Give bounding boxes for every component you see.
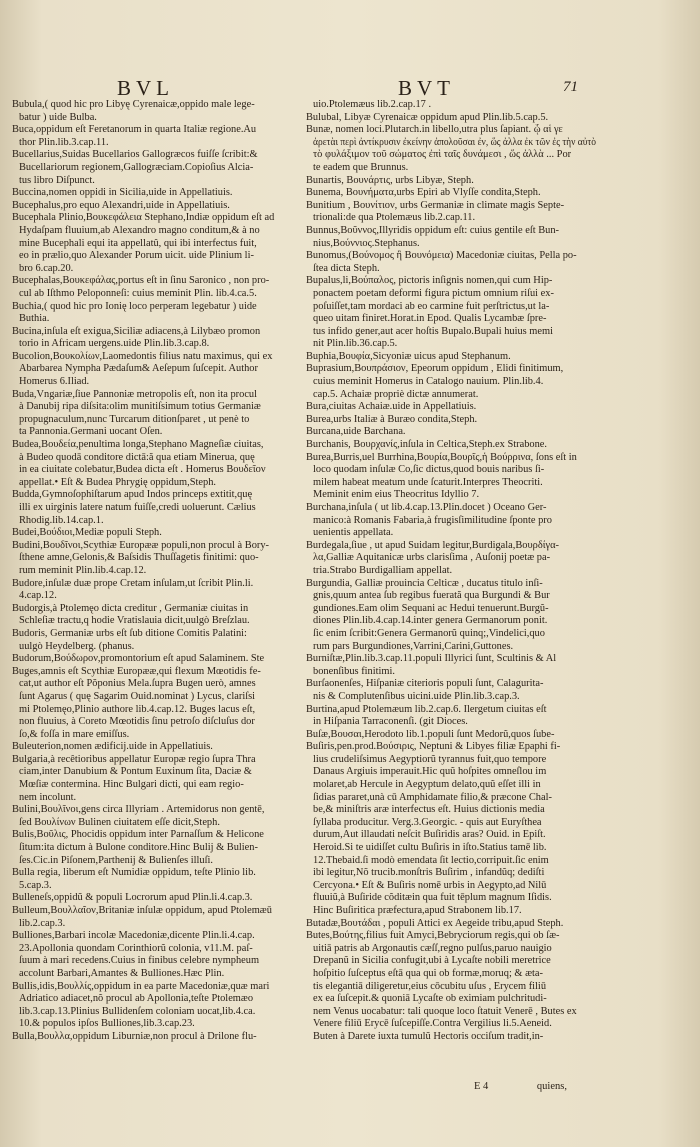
text-line: nis & Complutenſibus uicini.uide Plin.lib.3.cap.3. [313, 690, 520, 702]
left-column [12, 99, 302, 1044]
text-line: Mœſiæ contermina. Hinc Bulgari dicti, qui eam regio- [19, 779, 244, 791]
text-line: Venere filiū Erycē ſuſcepiſſe.Contra Vergilius li.5.Aeneid. [313, 1018, 552, 1030]
text-line: trionali:de qua Ptolemæus lib.2.cap.11. [313, 212, 476, 224]
running-header [0, 76, 700, 100]
text-line: Buges,amnis eſt Scythiæ Europææ,qui flexum Mœotidis fe- [12, 665, 261, 677]
text-line: in ea ciuitate colebatur,Budea dicta eſt . Homerus Βουδεῖον [19, 464, 266, 476]
text-line: Bulini,Βουλῖνοι,gens circa Illyriam . Artemidorus non gentē, [12, 804, 265, 816]
text-line: Burea,urbs Italiæ à Buræo condita,Steph. [306, 413, 478, 425]
text-line: Bunitium , Βουνίτιον, urbs Germaniæ in climate magis Septe- [306, 199, 565, 211]
text-line: Abarbarea Nympha Pædaſum& Aeſepum ſuſcepit. Author [19, 363, 258, 375]
text-line: milem habeat meatum unde ſcaturit.Interpres Theocriti. [313, 476, 543, 488]
text-line: hoſpitio ſuſceptus eſtā qua qui ob formæ,moruq; & æta- [313, 967, 544, 979]
text-line: Bulgaria,à recêtioribus appellatur Europæ regio ſupra Thra [12, 753, 256, 765]
text-line: ſtea dicta Steph. [313, 262, 380, 274]
text-line: Bunomus,(Βούνομος ἢ Βουνόμεια) Macedoniæ ciuitas, Pella po- [306, 250, 577, 262]
text-line: bonenſibus finitimi. [313, 665, 395, 677]
text-line: Burtina,apud Ptolemæum lib.2.cap.6. Ilergetum ciuitas eſt [306, 703, 547, 715]
text-line: 12.Thebaid.ſi modò emendata ſit lectio,corripuit.ſic enim [313, 854, 549, 866]
text-line: ſuum à mari recedens.Cuius in finibus celebre nympheum [19, 955, 260, 967]
text-line: ἀρετὰι περὶ ἀντίκρυσιν ἐκείνην ἀπολοῦσαι ἐν, ὥς ἀλλα ἐκ τῶν ἐς τὴν αὐτὸ [313, 136, 596, 148]
text-line: Bulla regia, liberum eſt Numidiæ oppidum, teſte Plinio lib. [12, 867, 256, 879]
header-middle: BVT [398, 76, 455, 100]
text-line: in Hiſpania Tarraconenſi. (git Dioces. [313, 716, 468, 728]
text-line: Bucephalus,pro equo Alexandri,uide in Appellatiuis. [12, 199, 230, 211]
text-line: Burniſtæ,Plin.lib.3.cap.11.populi Illyrici ſunt, Scultinis & Al [306, 653, 557, 665]
text-line: Bulleneſs,oppidũ & populi Locrorum apud Plin.li.4.cap.3. [12, 892, 253, 904]
text-line: Heroid.Si te uidiſſet cultu Buſiris in iſto.Statius tamē lib. [313, 842, 547, 854]
text-line: ſthene amne,Gelonis,& Baſsidis Thuſſagetis finitimi: quo- [19, 552, 259, 564]
text-line: λα,Galliæ Aquitanicæ urbs clarisſima , Auſonij poetæ pa- [313, 552, 551, 564]
text-line: Butes,Βούτης,filius fuit Amyci,Bebryciorum regis,qui ob ſæ- [306, 930, 560, 942]
page-number: 71 [563, 79, 578, 95]
text-line: tria.Strabo Burdigalliam appellat. [313, 564, 453, 576]
text-line: Budorgis,à Ptolemęo dicta creditur , Germaniæ ciuitas in [12, 602, 249, 614]
text-line: ponactem poetam deformi figura pictum omnium riſui ex- [313, 287, 554, 299]
text-line: ta Pannonia.Germani uocant Oſen. [19, 426, 163, 438]
signature-mark: E 4 [474, 1081, 489, 1092]
text-line: Bulis,Βοῦλις, Phocidis oppidum inter Parnaſſum & Helicone [12, 829, 264, 841]
text-line: ſidias pararet,unà cū Amphidamate filio,& præcone Chal- [313, 791, 552, 803]
text-line: mine Bucephali equi ita appellatû, qui ibi interfectus fuit, [19, 237, 257, 249]
text-line: Buſæ,Βουσαι,Herodoto lib.1.populi ſunt Medorũ,quos ſube- [306, 728, 555, 740]
text-line: non fluuius, à Coreto Mœotidis ſinu petroſo diſcluſus dor [19, 716, 255, 728]
text-line: nit Plin.lib.36.cap.5. [313, 338, 398, 350]
text-line: illi ex uirginis latere natum fuiſſe,credi uoluerunt. Cælius [19, 502, 256, 513]
text-line: Butadæ,Βουτάδαι , populi Attici ex Aegeide tribu,apud Steph. [306, 917, 564, 929]
text-line: Cercyona.• Eſt & Buſiris nomē urbis in Aegypto,ad Nilū [313, 879, 547, 891]
text-line: Bunnus,Βοῦννος,Illyridis oppidum eſt: cuius gentile eſt Bun- [306, 224, 560, 236]
text-line: lib.2.cap.3. [19, 917, 66, 929]
text-line: ex ea ſuſcepit.& quoniā Lycaſte ob eximiam pulchritudi- [313, 993, 547, 1005]
text-line: Hinc Buſiritica præfectura,apud Strabonem lib.17. [313, 905, 522, 916]
text-line: Budini,Βουδῖνοι,Scythiæ Europææ populi,non procul à Bory- [12, 539, 270, 551]
text-line: Burdegala,ſiue , ut apud Suidam legitur,Burdigala,Βουρδίγα- [306, 539, 560, 551]
text-line: ſitum:ita dictum à Bulone conditore.Hinc Bulij & Bulien- [19, 842, 258, 854]
text-line: Budorum,Βούδωρον,promontorium eſt apud Salaminem. Ste [12, 653, 265, 665]
text-line: Adriatico adiacet,nõ procul ab Apollonia,teſte Ptolemæo [19, 993, 254, 1005]
catchword-line [474, 1081, 684, 1092]
text-line: Burea,Burris,uel Burrhina,Βουρία,Βουρῖς,ἡ Βούρρινα, ſons eſt in [306, 451, 577, 463]
text-line: Burchana,inſula ( ut lib.4.cap.13.Plin.docet ) Oceano Ger- [306, 502, 547, 513]
text-line: nem Venus uocabatur: tali quoque loco ſtatuit Venerē , Butes ex [313, 1005, 577, 1017]
text-line: 23.Apollonia quondam Corinthiorũ colonia, v11.M. paſ- [19, 942, 253, 954]
text-line: à Budeo quodā conditore dictā:ă qua etiam Minerua, quę [19, 451, 255, 463]
text-line: queo uitam finiret.Horat.in Epod. Qualis Lycambæ ſpre- [313, 313, 547, 325]
text-line: Budda,Gymnoſophiſtarum apud Indos princeps extitit,quę [12, 489, 253, 501]
text-line: be,& miniſtris aræ interfectus eſt. Huius dictionis media [313, 804, 545, 816]
text-line: bro 6.cap.20. [19, 262, 74, 274]
text-line: cap.5. Achaiæ propriè dictæ annumerat. [313, 388, 479, 400]
text-line: Bunema, Βουνήματα,urbs Epiri ab Vlyſſe condita,Steph. [306, 187, 541, 199]
text-line: Bulubal, Libyæ Cyrenaicæ oppidum apud Plin.lib.5.cap.5. [306, 111, 549, 123]
text-line: rum meminit Plin.lib.4.cap.12. [19, 564, 147, 576]
text-line: Bunæ, nomen loci.Plutarch.in libello,utra plus ſapiant. ᾧ αἱ γε [306, 124, 563, 136]
text-line: propugnaculum,nunc Turcarum ditionſparet , ut penè to [19, 413, 250, 425]
text-line: Drepanũ in Sicilia confugit,ubi à Lycaſte nobili meretrice [313, 955, 551, 967]
text-line: Bucellarius,Suidas Bucellarios Gallogræcos fuiſſe ſcribit:& [12, 149, 258, 161]
text-line: Bupalus,li,Βούπαλος, pictoris inſignis nomen,qui cum Hip- [306, 275, 553, 287]
text-line: 4.cap.12. [19, 590, 57, 602]
text-line: poſuiſſet,tam mordaci ab eo carmine fuit perſtrictus,ut la- [313, 300, 550, 312]
text-line: Bulla,Βουλλα,oppidum Liburniæ,non procul à Drilone flu- [12, 1030, 257, 1042]
text-line: tis elegantiā diligeretur,eius cōcubitu uſus , Erycem filiū [313, 980, 547, 992]
text-line: Buca,oppidum eſt Feretanorum in quarta Italiæ regione.Au [12, 124, 257, 136]
text-line: durum,Aut illaudati neſcit Buſiridis aras? Ouid. in Epiſt. [313, 829, 546, 841]
text-line: Bulleum,Βουλλαῖον,Britaniæ inſulæ oppidum, apud Ptolemæū [12, 905, 272, 916]
text-line: nem incolunt. [19, 791, 77, 803]
text-line: ciam,inter Danubium & Pontum Euxinum ſita, Daciæ & [19, 766, 252, 778]
text-line: Bucephala Plinio,Βουκεφάλεια Stephano,Indiæ oppidum eſt ad [12, 212, 275, 224]
text-line: loco quodam inſulæ Co,ſic dictus,quod bouis naribus ſi- [313, 464, 545, 476]
text-line: Burgundia, Galliæ prouincia Celticæ , ducatus titulo inſi- [306, 577, 543, 589]
text-line: Meminit enim eius Theocritus Idyllio 7. [313, 489, 480, 501]
text-line: Buthia. [19, 313, 50, 325]
text-line: Bucephalas,Βουκεφάλας,portus eſt in ſinu Saronico , non pro- [12, 275, 270, 287]
text-line: Buda,Vngariæ,ſiue Pannoniæ metropolis eſt, non ita procul [12, 388, 258, 400]
text-line: tus libro Diſpunct. [19, 174, 95, 186]
text-line: ſyllaba producitur. Verg.3.Georgic. - quis aut Euryſthea [313, 816, 542, 828]
text-line: gnis,quum antea ſub regibus fuerată qua Burgundi & Bur [313, 590, 550, 602]
text-line: eo in prælio,quo Alexander Porum uicit. uide Plinium li- [19, 250, 254, 262]
text-line: nius,Βούννιος.Stephanus. [313, 237, 420, 249]
text-line: Buccina,nomen oppidi in Sicilia,uide in Appellatiuis. [12, 187, 233, 199]
text-line: Budoris, Germaniæ urbs eſt ſub ditione Comitis Palatini: [12, 627, 247, 639]
text-line: accolunt Barbari,Amantes & Bulliones.Hæc Plin. [19, 967, 225, 979]
text-line: Buphia,Βουφία,Sicyoniæ uicus apud Stephanum. [306, 350, 511, 362]
catchword: quiens, [536, 1081, 567, 1092]
text-line: Burſaonenſes, Hiſpaniæ citerioris populi ſunt, Calagurita- [306, 678, 544, 690]
text-line: ſed Βουλίνων Bulinen ciuitatem eſſe dicit,Steph. [19, 816, 220, 828]
text-line: gundiones.Eam olim Sequani ac Hedui tenuerunt.Burgũ- [313, 602, 549, 614]
text-line: Rhodig.lib.14.cap.1. [19, 514, 104, 526]
text-line: cuius meminit Homerus in Catalogo nauium. Plin.lib.4. [313, 376, 544, 388]
text-line: ſic enim ſcribit:Genera Germanorũ quinq;,Vindelici,quo [313, 627, 545, 639]
text-line: uenientis appellata. [313, 527, 394, 539]
text-line: uio.Ptolemæus lib.2.cap.17 . [313, 99, 432, 110]
text-line: rum pars Burgundiones,Varrini,Carini,Guttones. [313, 640, 514, 652]
text-line: Danaus Argiuis imperauit.Hic quũ hoſpites omneſlou im [313, 766, 547, 778]
text-line: appellat.• Eſt & Budea Phrygię oppidum,Steph. [19, 476, 216, 488]
text-line: lius crudeliſsimus Aegyptiorũ tyrannus fuit,quo tempore [313, 753, 547, 765]
text-line: Buſiris,pen.prod.Βούσιρις, Neptuni & Libyes filiæ Epaphi fi- [306, 741, 561, 753]
text-line: thor Plin.lib.3.cap.11. [19, 136, 109, 148]
text-line: Bura,ciuitas Achaiæ.uide in Appellatiuis. [306, 401, 477, 413]
text-line: cul ab Iſthmo Peloponneſi: cuius meminit Plin. lib.4.ca.5. [19, 287, 257, 299]
text-line: 5.cap.3. [19, 879, 52, 891]
text-line: molaret,ab Hercule in Aegyptum delato,quũ eſſet illi in [313, 779, 541, 791]
text-line: uulgò Heydelberg. (phanus. [19, 640, 135, 652]
text-line: Buprasium,Βουπράσιον, Epeorum oppidum , Elidi finitimum, [306, 363, 564, 375]
text-line: manico:à Romanis Fabaria,à frugisſimilitudine ſponte pro [313, 514, 552, 526]
text-line: cat,ut author eſt Pŏponius Mela.ſupra Bugen uerò, amnes [19, 678, 256, 690]
text-line: Burchanis, Βουρχανίς,inſula in Celtica,Steph.ex Strabone. [306, 439, 547, 451]
text-line: Bullis,idis,Βουλλίς,oppidum in ea parte Macedoniæ,quæ mari [12, 980, 270, 992]
text-line: Buchia,( quod hic pro Ionię loco perperam legebatur ) uide [12, 300, 257, 312]
text-line: mi Ptolemęo,Plinio authore lib.4.cap.12. Buges lacus eſt, [19, 703, 256, 715]
text-line: uitiā patris ab Argonautis cæſſ,regno pulſus,paruo nauigio [313, 942, 552, 954]
text-line: 10.& populos ipſos Bulliones,lib.3.cap.23. [19, 1018, 195, 1030]
text-line: Burcana,uide Barchana. [306, 426, 406, 438]
text-line: Bulliones,Barbari incolæ Macedoniæ,dicente Plin.li.4.cap. [12, 930, 255, 942]
text-line: ibi legitur,Nõ trucib.monſtris Buſirim , infandũq; dediſti [313, 867, 545, 879]
text-line: ſunt Agarus ( quę Sagarim Ouid.nominat ) Lycus, clariſsi [19, 690, 256, 702]
text-line: ſo,& foſſa in mare emiſſus. [19, 728, 130, 740]
text-line: Bubula,( quod hic pro Libyę Cyrenaicæ,oppido male lege- [12, 99, 255, 110]
text-line: batur ) uide Bulba. [19, 111, 97, 123]
text-line: Bucolion,Βουκολίων,Laomedontis filius natu maximus, qui ex [12, 350, 273, 362]
header-left: BVL [117, 76, 174, 100]
text-line: Budore,inſulæ duæ prope Cretam inſulam,ut ſcribit Plin.li. [12, 577, 254, 589]
text-line: Schleſiæ tractu,q hodie Vratislauia dicit,uulgò Breſzlau. [19, 615, 250, 627]
text-line: te eadem que Brunnus. [313, 161, 409, 173]
text-line: Homerus 6.Iliad. [19, 376, 90, 388]
text-line: Budea,Βουδεία,penultima longa,Stephano Magneſiæ ciuitas, [12, 439, 264, 451]
right-column [306, 99, 596, 1044]
text-line: Buleuterion,nomen ædificij.uide in Appellatiuis. [12, 741, 213, 753]
text-line: fluuiũ,à Buſiride cõditæin qua fuit tēplum magnum Iſidis. [313, 892, 552, 904]
text-line: diones Plin.lib.4.cap.14.inter genera Germanorum ponit. [313, 615, 548, 627]
text-line: torio in Africam uergens.uide Plin.lib.3.cap.8. [19, 338, 210, 350]
text-line: Hydaſpam fluuium,ab Alexandro magno conditum,& à no [19, 224, 260, 236]
text-line: tus infido gener,aut acer hoſtis Bupalo.Bupali huius memi [313, 325, 553, 337]
text-line: τὸ φυλάξιμον τοῦ σώματος ἐπὶ ταῖς δυνάμεσι , ὥς ἀλλὰ ... Por [313, 149, 572, 161]
text-line: Bunartis, Βουνάρτις, urbs Libyæ, Steph. [306, 174, 474, 186]
text-line: Budei,Βούδιοι,Mediæ populi Steph. [12, 527, 162, 539]
text-line: Buten à Darete iuxta tumulũ Hectoris occiſum tradit,in- [313, 1030, 544, 1042]
text-line: lib.3.cap.13.Plinius Bullidenſem coloniam uocat,lib.4.ca. [19, 1005, 256, 1017]
text-line: ſes.Cic.in Piſonem,Parthenij & Bulienſes illuſi. [19, 854, 213, 866]
text-line: à Danubij ripa diſsita:olim munitiſsimum totius Germaniæ [19, 401, 261, 413]
text-line: Bucellariorum regionem,Gallogræciam.Copioſius Alcia- [19, 161, 254, 173]
text-line: Bucina,inſula eſt exigua,Siciliæ adiacens,à Lilybæo promon [12, 325, 261, 337]
